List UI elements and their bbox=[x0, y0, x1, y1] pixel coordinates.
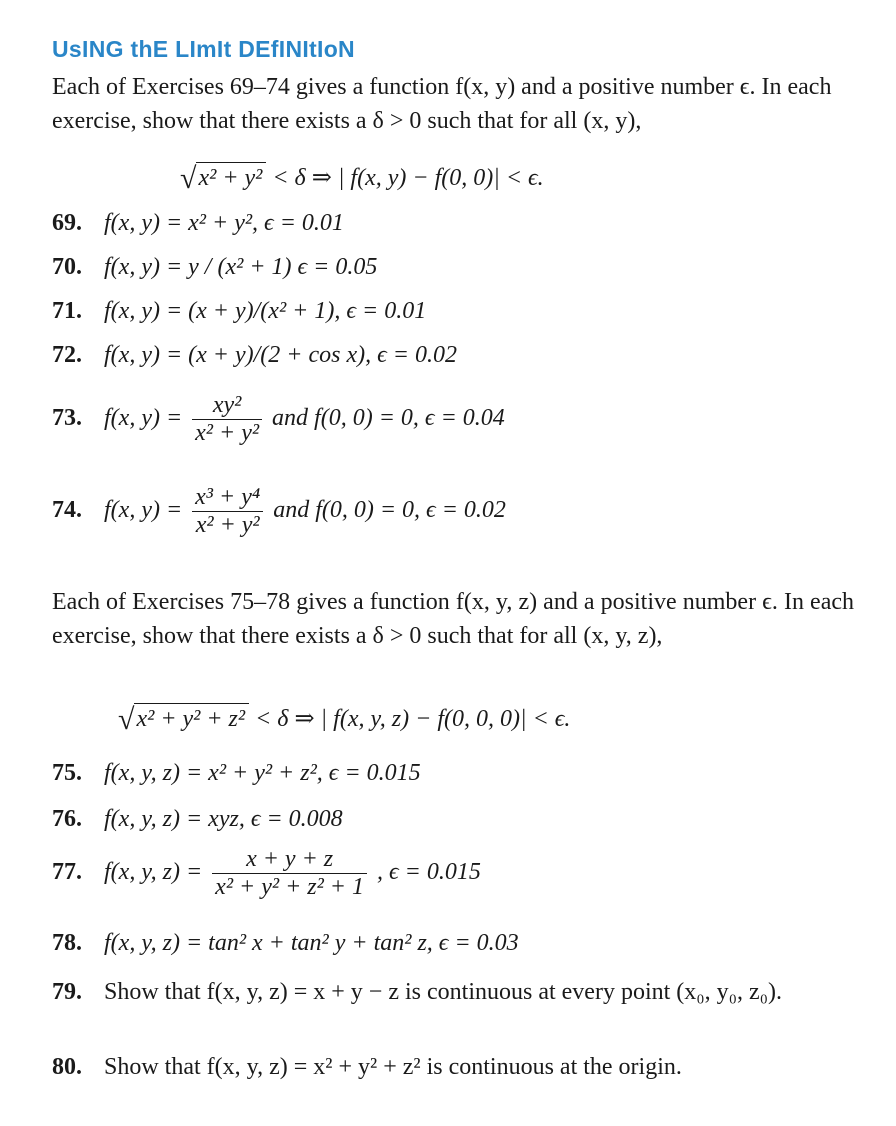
numerator: x + y + z bbox=[246, 846, 334, 872]
exercise-75 bbox=[52, 760, 421, 787]
numerator: xy² bbox=[212, 392, 242, 418]
condition-rest-2d: < δ ⇒ | f(x, y) − f(0, 0)| < ϵ. bbox=[272, 165, 544, 191]
exercise-number: 74. bbox=[52, 497, 82, 524]
limit-condition-2d bbox=[180, 162, 544, 196]
exercise-78 bbox=[52, 930, 519, 957]
exercise-number: 80. bbox=[52, 1054, 82, 1080]
intro-paragraph-69-74: Each of Exercises 69–74 gives a function f(x, y) and a positive number ϵ. In each exercise, show that there exists a δ > 0 such that for all (x, y), bbox=[52, 74, 832, 134]
exercise-text: f(x, y) = x² + y², ϵ = 0.01 bbox=[104, 210, 344, 236]
exercise-74 bbox=[52, 484, 506, 539]
exercise-number: 76. bbox=[52, 806, 82, 832]
exercise-rest: , ϵ = 0.015 bbox=[377, 859, 481, 886]
section-heading: UsING thE LImIt DEfINItIoN bbox=[52, 36, 355, 62]
intro-paragraph-75-78: Each of Exercises 75–78 gives a function f(x, y, z) and a positive number ϵ. In each exercise, show that there exists a δ > 0 such that for all (x, y, z), bbox=[52, 589, 854, 649]
condition-rest-3d: < δ ⇒ | f(x, y, z) − f(0, 0, 0)| < ϵ. bbox=[255, 706, 571, 732]
square-root-2d: √x² + y² bbox=[180, 162, 266, 196]
exercise-lhs: f(x, y) = bbox=[104, 405, 183, 432]
exercise-rest: and f(0, 0) = 0, ϵ = 0.02 bbox=[273, 497, 506, 524]
exercise-number: 75. bbox=[52, 760, 82, 786]
exercise-number: 73. bbox=[52, 405, 82, 432]
exercise-80 bbox=[52, 1054, 682, 1081]
exercise-text: f(x, y, z) = tan² x + tan² y + tan² z, ϵ = 0.03 bbox=[104, 930, 519, 956]
radicand-3d: x² + y² + z² bbox=[134, 703, 249, 732]
exercise-69 bbox=[52, 210, 344, 237]
exercise-number: 69. bbox=[52, 210, 82, 236]
exercise-text: f(x, y) = (x + y)/(x² + 1), ϵ = 0.01 bbox=[104, 298, 427, 324]
exercise-73 bbox=[52, 392, 505, 447]
exercise-text: Show that f(x, y, z) = x² + y² + z² is continuous at the origin. bbox=[104, 1054, 682, 1080]
square-root-3d: √x² + y² + z² bbox=[118, 703, 249, 737]
exercise-71 bbox=[52, 298, 426, 325]
denominator: x² + y² bbox=[192, 419, 262, 447]
exercise-number: 79. bbox=[52, 979, 82, 1005]
fraction bbox=[192, 484, 263, 539]
numerator: x³ + y⁴ bbox=[195, 484, 261, 510]
denominator: x² + y² bbox=[192, 511, 263, 539]
exercise-79 bbox=[52, 974, 852, 1010]
exercise-number: 77. bbox=[52, 859, 82, 886]
exercise-72 bbox=[52, 342, 457, 369]
exercise-number: 71. bbox=[52, 298, 82, 324]
fraction bbox=[192, 392, 262, 447]
exercise-text: f(x, y) = (x + y)/(2 + cos x), ϵ = 0.02 bbox=[104, 342, 457, 368]
exercise-70 bbox=[52, 254, 377, 281]
exercise-number: 70. bbox=[52, 254, 82, 280]
denominator: x² + y² + z² + 1 bbox=[212, 873, 367, 901]
exercise-76 bbox=[52, 806, 343, 833]
limit-condition-3d bbox=[118, 703, 570, 737]
fraction bbox=[212, 846, 367, 901]
exercise-number: 72. bbox=[52, 342, 82, 368]
exercise-lhs: f(x, y, z) = bbox=[104, 859, 203, 886]
exercise-rest: and f(0, 0) = 0, ϵ = 0.04 bbox=[272, 405, 505, 432]
exercise-number: 78. bbox=[52, 930, 82, 956]
radicand-2d: x² + y² bbox=[196, 162, 266, 191]
exercise-77 bbox=[52, 846, 481, 901]
exercise-text: f(x, y) = y / (x² + 1) ϵ = 0.05 bbox=[104, 254, 378, 280]
exercise-text: Show that f(x, y, z) = x + y − z is continuous at every point (x₀, y₀, z₀). bbox=[104, 979, 783, 1005]
exercise-lhs: f(x, y) = bbox=[104, 497, 183, 524]
exercise-text: f(x, y, z) = x² + y² + z², ϵ = 0.015 bbox=[104, 760, 421, 786]
exercise-text: f(x, y, z) = xyz, ϵ = 0.008 bbox=[104, 806, 343, 832]
